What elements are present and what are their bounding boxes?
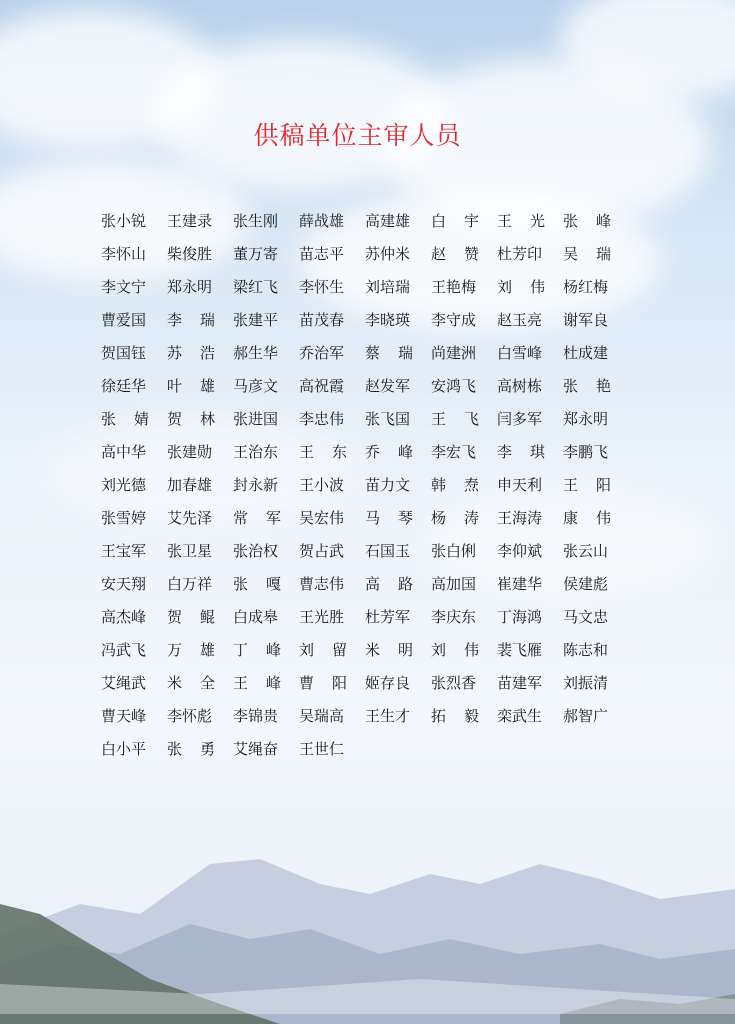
name-entry: 高加国 [431, 574, 477, 593]
name-entry: 李庆东 [431, 607, 477, 626]
names-grid [101, 204, 631, 765]
name-entry: 李鹏飞 [563, 442, 609, 461]
name-entry: 刘 伟 [431, 640, 479, 659]
name-entry: 李 琪 [497, 442, 545, 461]
name-entry: 裴飞雁 [497, 640, 543, 659]
name-entry: 董万寄 [233, 244, 279, 263]
name-entry: 石国玉 [365, 541, 411, 560]
name-entry: 赵发军 [365, 376, 411, 395]
name-entry: 谢军良 [563, 310, 609, 329]
name-entry: 张 艳 [563, 376, 611, 395]
name-entry: 刘振清 [563, 673, 609, 692]
name-entry: 王 阳 [563, 475, 611, 494]
name-entry: 崔建华 [497, 574, 543, 593]
name-entry: 贺占武 [299, 541, 345, 560]
name-entry: 张生刚 [233, 211, 279, 230]
name-entry: 李仰斌 [497, 541, 543, 560]
name-entry: 乔治军 [299, 343, 345, 362]
name-entry: 李怀山 [101, 244, 147, 263]
name-entry: 高 路 [365, 574, 413, 593]
name-entry: 艾绳奋 [233, 739, 279, 758]
name-entry: 薛战雄 [299, 211, 345, 230]
name-entry: 张飞国 [365, 409, 411, 428]
name-entry: 闫多军 [497, 409, 543, 428]
name-entry: 张建平 [233, 310, 279, 329]
name-entry: 张卫星 [167, 541, 213, 560]
name-entry: 安鸿飞 [431, 376, 477, 395]
name-entry: 艾先泽 [167, 508, 213, 527]
name-entry: 王世仁 [299, 739, 345, 758]
name-entry: 杜芳印 [497, 244, 543, 263]
name-entry: 张进国 [233, 409, 279, 428]
name-entry: 梁红飞 [233, 277, 279, 296]
name-entry: 加春雄 [167, 475, 213, 494]
name-entry: 张雪婷 [101, 508, 147, 527]
name-entry: 曹志伟 [299, 574, 345, 593]
name-entry: 杨红梅 [563, 277, 609, 296]
name-entry: 白雪峰 [497, 343, 543, 362]
name-entry: 艾绳武 [101, 673, 147, 692]
name-entry: 白 宇 [431, 211, 479, 230]
name-entry: 安天翔 [101, 574, 147, 593]
name-entry: 张 嘎 [233, 574, 281, 593]
name-entry: 贺 鲲 [167, 607, 215, 626]
name-entry: 蔡 瑞 [365, 343, 413, 362]
name-entry: 王建录 [167, 211, 213, 230]
name-entry: 刘 伟 [497, 277, 545, 296]
name-entry: 曹爱国 [101, 310, 147, 329]
name-entry: 康 伟 [563, 508, 611, 527]
name-entry: 张烈香 [431, 673, 477, 692]
name-entry: 马文忠 [563, 607, 609, 626]
name-entry: 栾武生 [497, 706, 543, 725]
name-entry: 吴 瑞 [563, 244, 611, 263]
name-entry: 郝智广 [563, 706, 609, 725]
name-entry: 徐廷华 [101, 376, 147, 395]
name-entry: 丁海鸿 [497, 607, 543, 626]
name-entry: 白万祥 [167, 574, 213, 593]
name-entry: 赵 赞 [431, 244, 479, 263]
name-entry: 陈志和 [563, 640, 609, 659]
name-entry: 高祝霞 [299, 376, 345, 395]
name-entry: 白成皋 [233, 607, 279, 626]
name-entry: 王 飞 [431, 409, 479, 428]
name-entry: 王 东 [299, 442, 347, 461]
name-entry: 尚建洲 [431, 343, 477, 362]
name-entry: 李怀生 [299, 277, 345, 296]
name-entry: 张云山 [563, 541, 609, 560]
name-entry: 张建勋 [167, 442, 213, 461]
name-entry: 李晓瑛 [365, 310, 411, 329]
name-entry: 李宏飞 [431, 442, 477, 461]
name-entry: 苗建军 [497, 673, 543, 692]
name-entry: 姬存良 [365, 673, 411, 692]
name-entry: 郝生华 [233, 343, 279, 362]
name-entry: 李 瑞 [167, 310, 215, 329]
name-entry: 李怀彪 [167, 706, 213, 725]
name-entry: 苗力文 [365, 475, 411, 494]
name-entry: 常 军 [233, 508, 281, 527]
name-entry: 刘培瑞 [365, 277, 411, 296]
name-entry: 王光胜 [299, 607, 345, 626]
name-entry: 高中华 [101, 442, 147, 461]
name-entry: 杜芳军 [365, 607, 411, 626]
name-entry: 王海涛 [497, 508, 543, 527]
name-entry: 张小锐 [101, 211, 147, 230]
name-entry: 柴俊胜 [167, 244, 213, 263]
name-entry: 张治权 [233, 541, 279, 560]
name-entry: 封永新 [233, 475, 279, 494]
name-entry: 张 峰 [563, 211, 611, 230]
name-entry: 韩 焘 [431, 475, 479, 494]
name-entry: 高杰峰 [101, 607, 147, 626]
name-entry: 马彦文 [233, 376, 279, 395]
name-entry: 吴瑞高 [299, 706, 345, 725]
page-title: 供稿单位主审人员 [253, 121, 462, 150]
name-entry: 李锦贵 [233, 706, 279, 725]
name-entry: 米 全 [167, 673, 215, 692]
name-entry: 苗志平 [299, 244, 345, 263]
name-entry: 张 婧 [101, 409, 149, 428]
name-entry: 白小平 [101, 739, 147, 758]
name-entry: 拓 毅 [431, 706, 479, 725]
name-entry: 刘 留 [299, 640, 347, 659]
name-entry: 万 雄 [167, 640, 215, 659]
name-entry: 高树栋 [497, 376, 543, 395]
name-entry: 杨 涛 [431, 508, 479, 527]
name-entry: 李守成 [431, 310, 477, 329]
name-entry: 丁 峰 [233, 640, 281, 659]
name-entry: 米 明 [365, 640, 413, 659]
name-entry: 张白俐 [431, 541, 477, 560]
name-entry: 李文宁 [101, 277, 147, 296]
name-entry: 申天利 [497, 475, 543, 494]
name-entry: 吴宏伟 [299, 508, 345, 527]
name-entry: 刘光德 [101, 475, 147, 494]
name-entry: 冯武飞 [101, 640, 147, 659]
name-entry: 李忠伟 [299, 409, 345, 428]
name-entry: 郑永明 [563, 409, 609, 428]
name-entry: 赵玉亮 [497, 310, 543, 329]
name-entry: 乔 峰 [365, 442, 413, 461]
name-entry: 贺国钰 [101, 343, 147, 362]
name-entry: 高建雄 [365, 211, 411, 230]
name-entry: 苏仲米 [365, 244, 411, 263]
name-entry: 苗茂春 [299, 310, 345, 329]
name-entry: 苏 浩 [167, 343, 215, 362]
name-entry: 王 峰 [233, 673, 281, 692]
name-entry: 王治东 [233, 442, 279, 461]
name-entry: 曹 阳 [299, 673, 347, 692]
name-entry: 曹天峰 [101, 706, 147, 725]
name-entry: 郑永明 [167, 277, 213, 296]
name-entry: 王 光 [497, 211, 545, 230]
name-entry: 贺 林 [167, 409, 215, 428]
name-entry: 杜成建 [563, 343, 609, 362]
name-entry: 王小波 [299, 475, 345, 494]
name-entry: 王生才 [365, 706, 411, 725]
name-entry: 马 琴 [365, 508, 413, 527]
name-entry: 张 勇 [167, 739, 215, 758]
name-entry: 叶 雄 [167, 376, 215, 395]
name-entry: 侯建彪 [563, 574, 609, 593]
name-entry: 王宝军 [101, 541, 147, 560]
name-entry: 王艳梅 [431, 277, 477, 296]
